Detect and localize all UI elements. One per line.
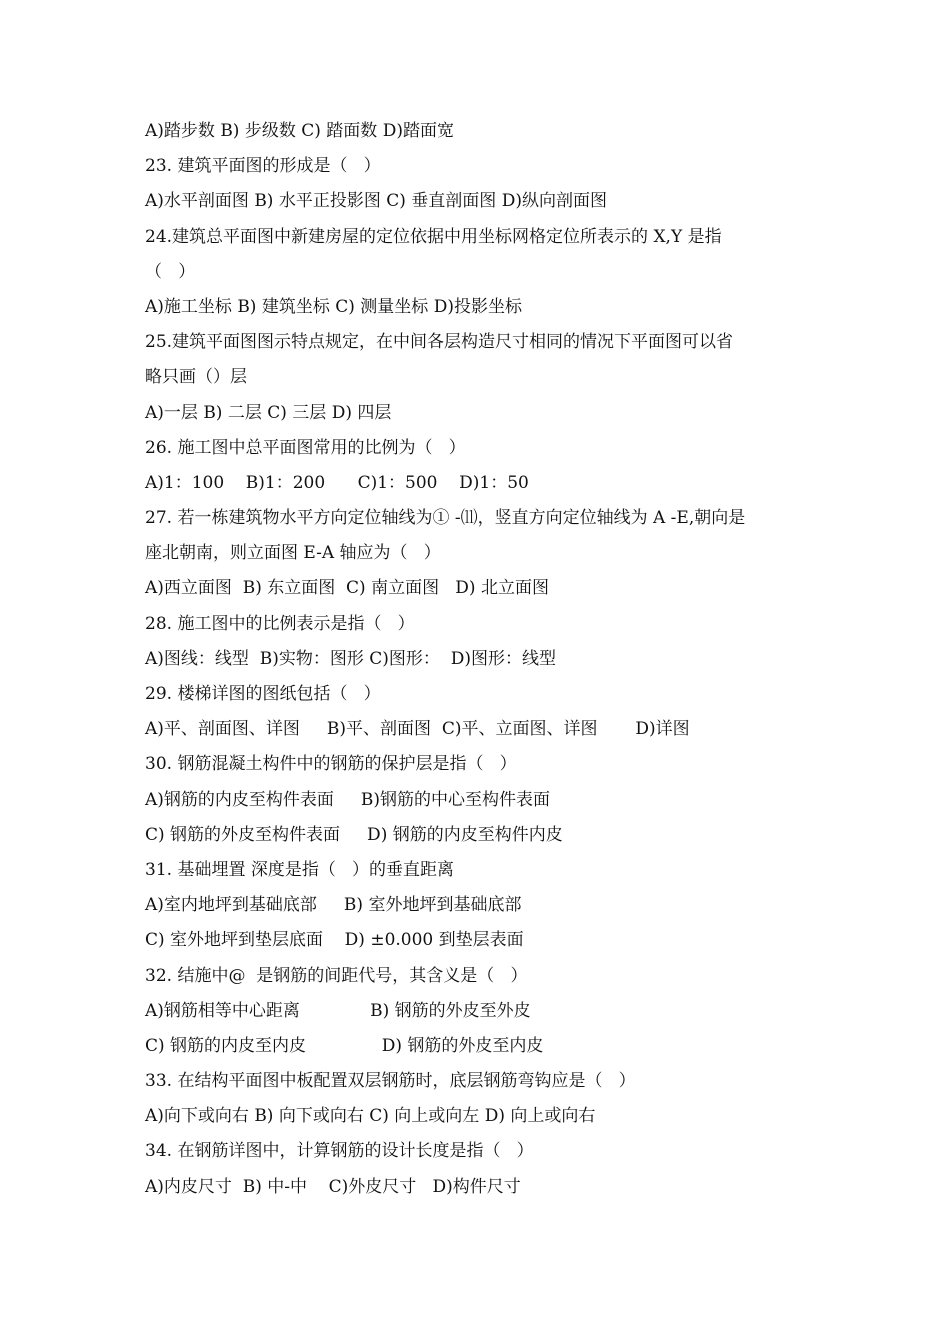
answer-options: A)西立面图 B) 东立面图 C) 南立面图 D) 北立面图	[145, 578, 549, 599]
question-text: 28. 施工图中的比例表示是指（ ）	[145, 613, 415, 634]
question-text: 33. 在结构平面图中板配置双层钢筋时，底层钢筋弯钩应是（ ）	[145, 1071, 636, 1092]
question-text: 30. 钢筋混凝土构件中的钢筋的保护层是指（ ）	[145, 754, 517, 775]
question-text: 25.建筑平面图图示特点规定，在中间各层构造尺寸相同的情况下平面图可以省	[145, 332, 734, 353]
question-text: （ ）	[145, 261, 196, 282]
question-text: 34. 在钢筋详图中，计算钢筋的设计长度是指（ ）	[145, 1141, 534, 1162]
answer-options: A)室内地坪到基础底部 B) 室外地坪到基础底部	[145, 895, 522, 916]
answer-options: C) 钢筋的内皮至内皮 D) 钢筋的外皮至内皮	[145, 1035, 544, 1056]
question-text: 31. 基础埋置 深度是指（ ）的垂直距离	[145, 859, 455, 880]
question-text: 23. 建筑平面图的形成是（ ）	[145, 156, 381, 177]
question-text: 略只画（）层	[145, 367, 247, 388]
answer-options: A)图线：线型 B)实物：图形 C)图形： D)图形：线型	[145, 648, 556, 669]
text-line: A)踏步数 B) 步级数 C) 踏面数 D)踏面宽	[145, 121, 454, 141]
question-text: 26. 施工图中总平面图常用的比例为（ ）	[145, 437, 466, 458]
question-text: 27. 若一栋建筑物水平方向定位轴线为① -⑾，竖直方向定位轴线为 A -E,朝向是	[145, 508, 746, 529]
answer-options: A)1：100 B)1：200 C)1：500 D)1：50	[145, 472, 529, 493]
answer-options: C) 钢筋的外皮至构件表面 D) 钢筋的内皮至构件内皮	[145, 824, 563, 845]
question-text: 29. 楼梯详图的图纸包括（ ）	[145, 684, 381, 704]
answer-options: A)施工坐标 B) 建筑坐标 C) 测量坐标 D)投影坐标	[145, 296, 522, 317]
answer-options: A)一层 B) 二层 C) 三层 D) 四层	[145, 402, 392, 423]
answer-options: C) 室外地坪到垫层底面 D) ±0.000 到垫层表面	[145, 930, 524, 951]
question-text: 24.建筑总平面图中新建房屋的定位依据中用坐标网格定位所表示的 X,Y 是指	[145, 226, 722, 247]
question-text: 座北朝南，则立面图 E-A 轴应为（ ）	[145, 543, 441, 564]
answer-options: A)钢筋相等中心距离 B) 钢筋的外皮至外皮	[145, 1000, 531, 1021]
answer-options: A)向下或向右 B) 向下或向右 C) 向上或向左 D) 向上或向右	[145, 1106, 596, 1127]
answer-options: A)钢筋的内皮至构件表面 B)钢筋的中心至构件表面	[145, 789, 551, 810]
answer-options: A)水平剖面图 B) 水平正投影图 C) 垂直剖面图 D)纵向剖面图	[145, 191, 607, 212]
document-page	[145, 114, 825, 1205]
answer-options: A)内皮尺寸 B) 中-中 C)外皮尺寸 D)构件尺寸	[145, 1176, 521, 1197]
answer-options: A)平、剖面图、详图 B)平、剖面图 C)平、立面图、详图 D)详图	[145, 719, 690, 740]
question-text: 32. 结施中@ 是钢筋的间距代号，其含义是（ ）	[145, 965, 528, 986]
